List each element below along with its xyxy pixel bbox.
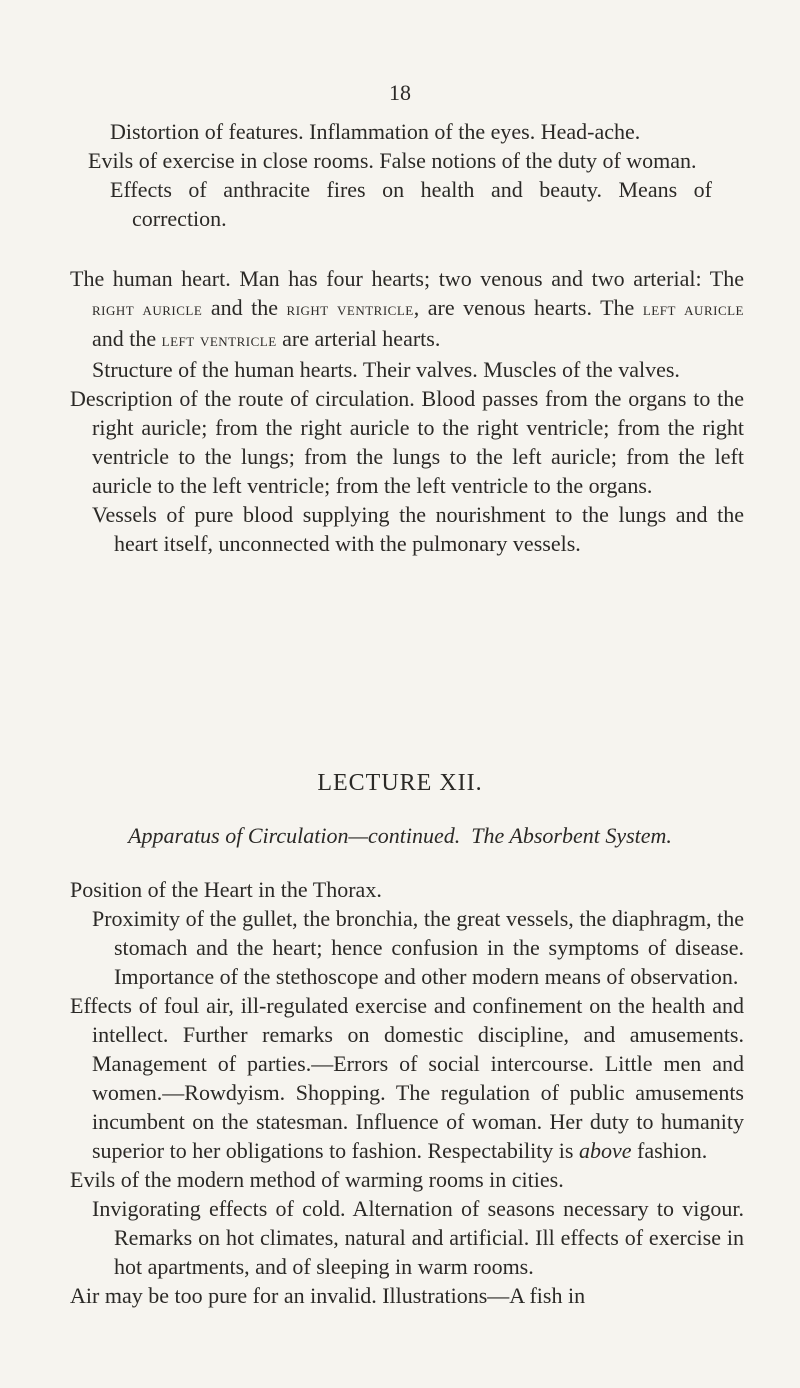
paragraph-cold: Invigorating effects of cold. Alternation of seasons necessary to vigour. Remarks on hot climates, natural and artificial. Ill effects of exercise in hot apartments, and of sleeping in warm rooms. [92, 1196, 744, 1279]
lecture-subtitle [0, 823, 800, 849]
paragraph-distortion: Distortion of features. Inflammation of the eyes. Head-ache. [110, 119, 641, 144]
text-run: are arterial hearts. [276, 326, 441, 351]
term-left-auricle: left auricle [642, 299, 744, 320]
text-run: The human heart. Man has four hearts; two venous and two arterial: The [70, 266, 744, 291]
paragraph-structure: Structure of the human hearts. Their valves. Muscles of the valves. [92, 357, 680, 382]
paragraph-circulation-route: Description of the route of circulation. Blood passes from the organs to the right auricle; from the right auricle to the right ventricle; from the right ventricle to the lungs; from the lungs to the left auricle; from the left auricle to the left ventricle; from the left ventricle to the organs. [70, 386, 744, 498]
text-run: Effects of foul air, ill-regulated exercise and confinement on the health and intellect. Further remarks on domestic discipline, and amusements. Management of parties.—Errors of social intercourse. Little men and women.—Rowdyism. Shopping. The regulation of public amusements incumbent on the statesman. Influence of woman. Her duty to humanity superior to her obligations to fashion. Respectability is [70, 993, 744, 1163]
emphasis-above: above [578, 1138, 632, 1163]
page-number: 18 [389, 80, 411, 105]
term-right-ventricle: right ventricle [286, 299, 414, 320]
text-run: and the [92, 326, 162, 351]
paragraph-vessels: Vessels of pure blood supplying the nourishment to the lungs and the heart itself, unconnected with the pulmonary vessels. [92, 502, 744, 556]
lecture-heading: LECTURE XII. [317, 770, 483, 796]
term-right-auricle: right auricle [92, 299, 203, 320]
text-run: and the [202, 295, 287, 320]
text-run: , are venous hearts. The [413, 295, 643, 320]
text-run: fashion. [631, 1138, 708, 1163]
term-left-ventricle: left ventricle [161, 330, 277, 351]
paragraph-air-pure: Air may be too pure for an invalid. Illustrations—A fish in [70, 1283, 586, 1308]
paragraph-position-heart: Position of the Heart in the Thorax. [70, 877, 382, 902]
section-1 [0, 117, 800, 233]
paragraph-proximity: Proximity of the gullet, the bronchia, the great vessels, the diaphragm, the stomach and the heart; hence confusion in the symptoms of disease. Importance of the stethoscope and other modern means of observation. [92, 906, 744, 989]
section-3 [0, 875, 800, 1310]
subtitle-apparatus: Apparatus of Circulation—continued. [128, 823, 461, 848]
paragraph-evils-exercise: Evils of exercise in close rooms. False notions of the duty of woman. [88, 148, 697, 173]
paragraph-anthracite: Effects of anthracite fires on health and beauty. Means of correction. [110, 177, 712, 231]
paragraph-warming-rooms: Evils of the modern method of warming rooms in cities. [70, 1167, 564, 1192]
subtitle-absorbent: The Absorbent System. [471, 823, 672, 848]
section-2 [0, 264, 800, 558]
paragraph-foul-air [70, 991, 744, 1165]
paragraph-human-heart [70, 264, 744, 355]
